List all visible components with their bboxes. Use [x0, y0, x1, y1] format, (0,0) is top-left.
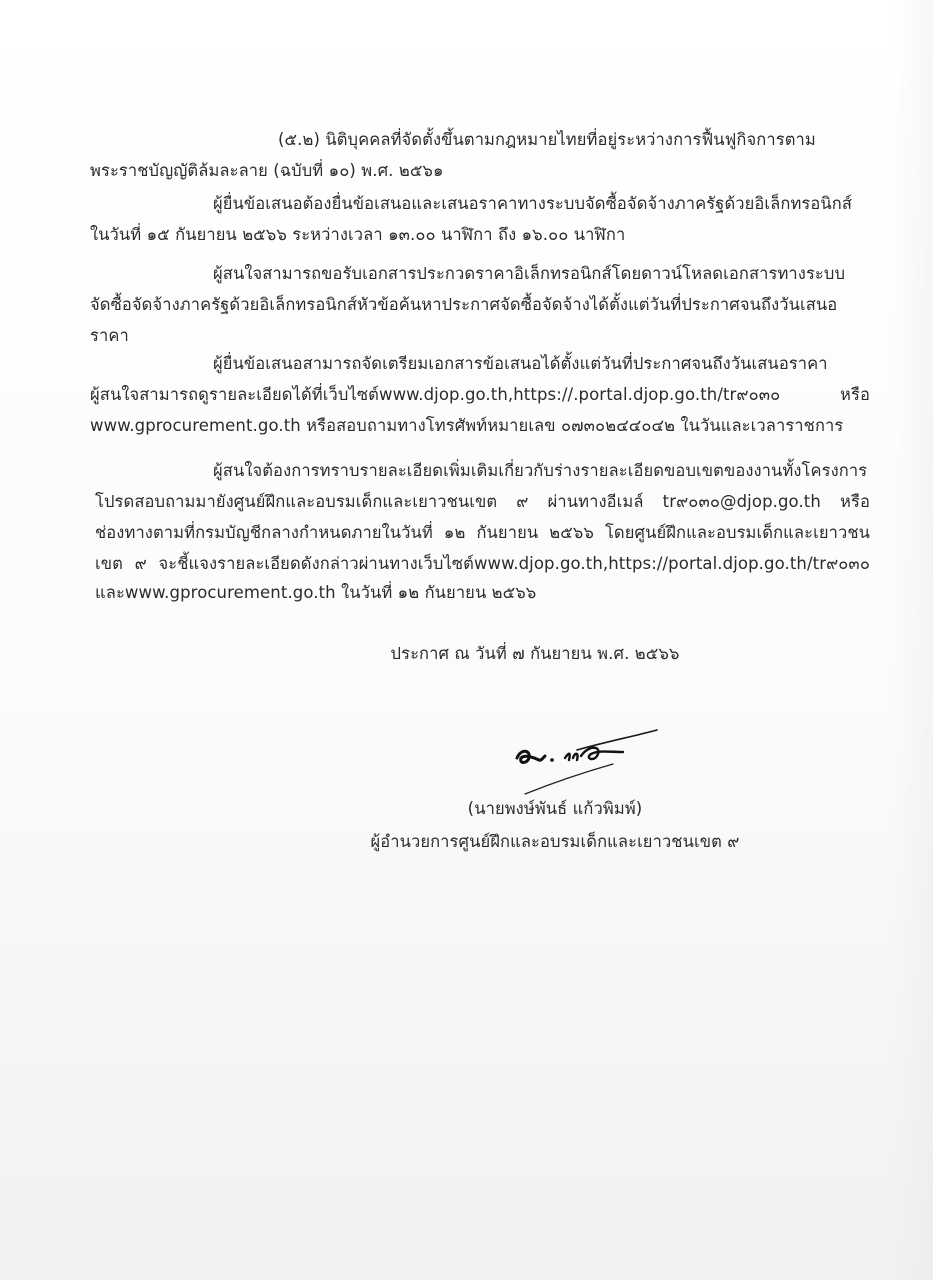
para-prepare-line-1: ผู้ยื่นข้อเสนอสามารถจัดเตรียมเอกสารข้อเสนอได้ตั้งแต่วันที่ประกาศจนถึงวันเสนอราคา	[213, 354, 828, 373]
para-download-line-1: ผู้สนใจสามารถขอรับเอกสารประกวดราคาอิเล็กทรอนิกส์โดยดาวน์โหลดเอกสารทางระบบ	[213, 264, 846, 283]
para-inquiry-line-5: และwww.gprocurement.go.th ในวันที่ ๑๒ กันยายน ๒๕๖๖	[95, 583, 537, 602]
para-5-2-line-1: (๕.๒) นิติบุคคลที่จัดตั้งขึ้นตามกฎหมายไทยที่อยู่ระหว่างการฟื้นฟูกิจการตาม	[278, 130, 816, 149]
para-inquiry-line-2: โปรดสอบถามมายังศูนย์ฝึกและอบรมเด็กและเยาวชนเขต ๙ ผ่านทางอีเมล์ tr๙๐๓๐@djop.go.th หรือ	[95, 492, 870, 511]
announcement-date: ประกาศ ณ วันที่ ๗ กันยายน พ.ศ. ๒๕๖๖	[390, 644, 680, 663]
para-download-line-3: ราคา	[90, 326, 129, 345]
para-prepare-line-3: www.gprocurement.go.th หรือสอบถามทางโทรศัพท์หมายเลข ๐๗๓๐๒๔๔๐๔๒ ในวันและเวลาราชการ	[90, 416, 844, 435]
para-download-line-2: จัดซื้อจัดจ้างภาครัฐด้วยอิเล็กทรอนิกส์หัวข้อค้นหาประกาศจัดซื้อจัดจ้างได้ตั้งแต่วันที่ประกาศจนถึงวันเสนอ	[90, 295, 838, 314]
para-submit-line-2: ในวันที่ ๑๕ กันยายน ๒๕๖๖ ระหว่างเวลา ๑๓.๐๐ นาฬิกา ถึง ๑๖.๐๐ นาฬิกา	[90, 225, 626, 244]
para-5-2-line-2: พระราชบัญญัติล้มละลาย (ฉบับที่ ๑๐) พ.ศ. ๒๕๖๑	[90, 161, 444, 180]
signature-image	[505, 718, 675, 808]
signer-name: (นายพงษ์พันธ์ แก้วพิมพ์)	[467, 799, 643, 818]
para-inquiry-line-1: ผู้สนใจต้องการทราบรายละเอียดเพิ่มเติมเกี่ยวกับร่างรายละเอียดขอบเขตของงานทั้งโครงการ	[213, 461, 868, 480]
para-inquiry-line-4: เขต ๙ จะชี้แจงรายละเอียดดังกล่าวผ่านทางเว็บไซต์www.djop.go.th,https://portal.djop.go.th/tr๙๐๓๐	[95, 554, 870, 573]
para-prepare-line-2: ผู้สนใจสามารถดูรายละเอียดได้ที่เว็บไซต์www.djop.go.th,https://.portal.djop.go.th/tr๙๐๓๐ หรือ	[90, 385, 870, 404]
signer-title: ผู้อำนวยการศูนย์ฝึกและอบรมเด็กและเยาวชนเขต ๙	[370, 832, 740, 851]
para-submit-line-1: ผู้ยื่นข้อเสนอต้องยื่นข้อเสนอและเสนอราคาทางระบบจัดซื้อจัดจ้างภาครัฐด้วยอิเล็กทรอนิกส์	[213, 194, 853, 213]
para-inquiry-line-3: ช่องทางตามที่กรมบัญชีกลางกำหนดภายในวันที่ ๑๒ กันยายน ๒๕๖๖ โดยศูนย์ฝึกและอบรมเด็กและเยาวชน	[95, 523, 870, 542]
